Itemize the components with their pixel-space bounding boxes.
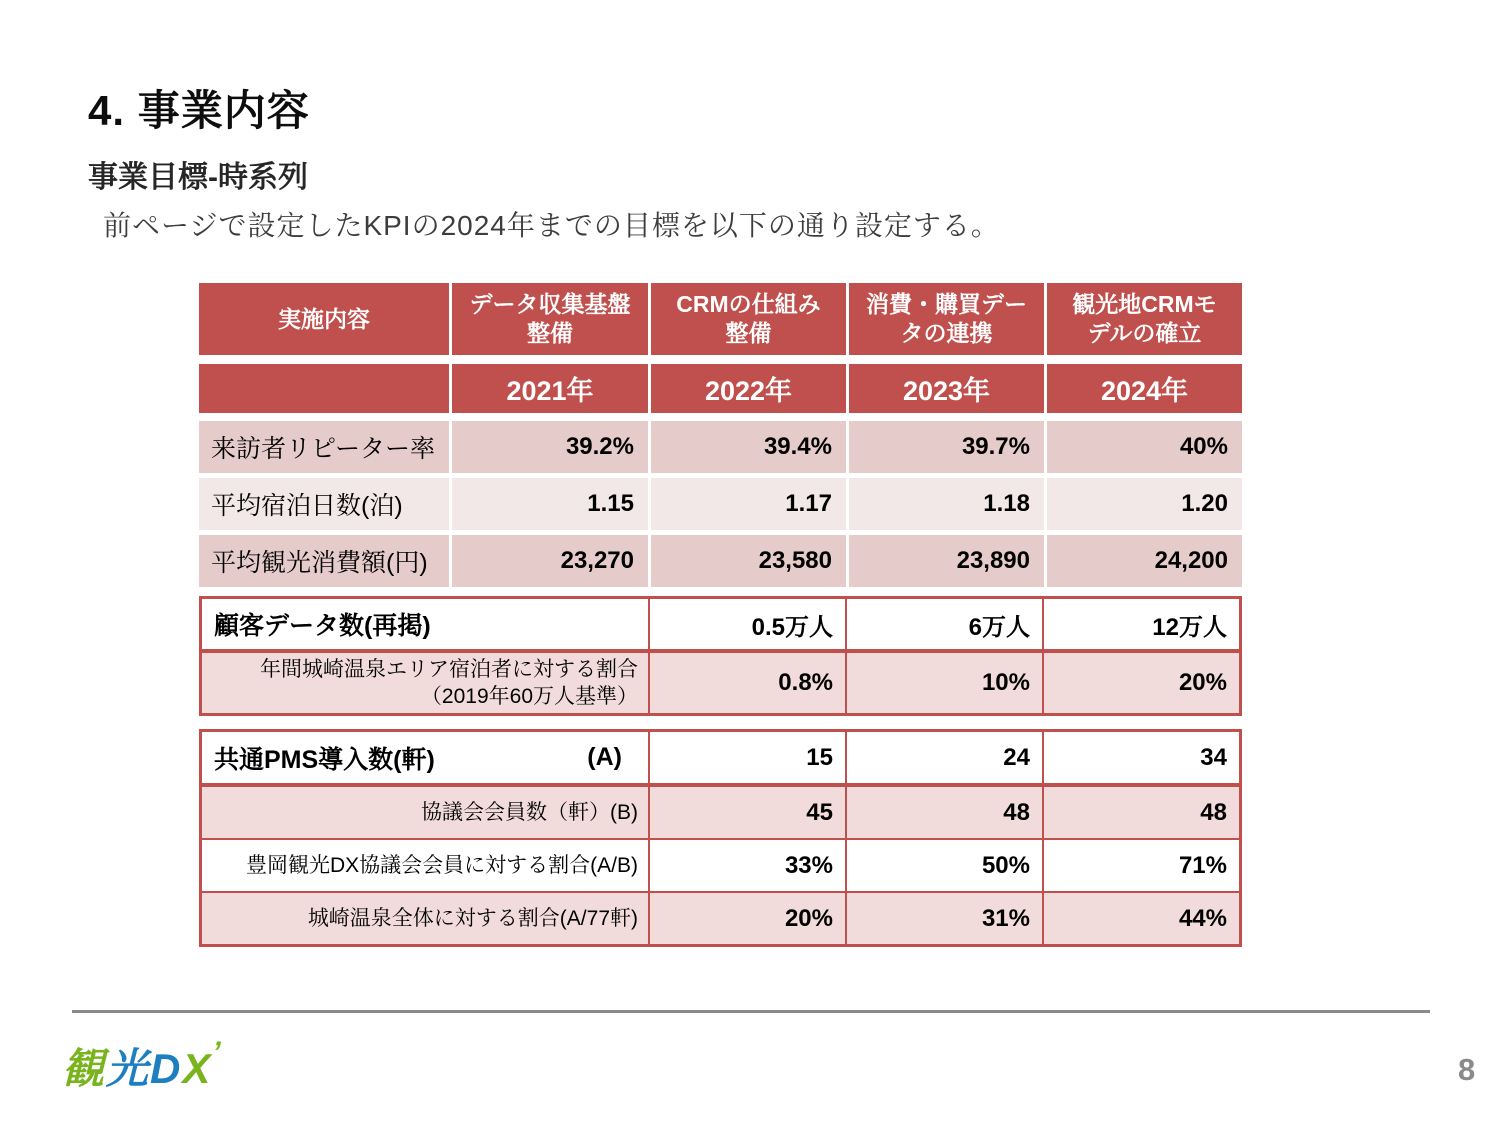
- footer-divider: [72, 1010, 1430, 1013]
- table-row: [202, 838, 1239, 891]
- kpi-row-label: 平均観光消費額(円): [199, 535, 449, 587]
- pms-value: 45: [648, 787, 845, 838]
- customer-data-table: [199, 596, 1242, 716]
- kinosaki-ratio-label: 城崎温泉全体に対する割合(A/77軒): [307, 906, 638, 930]
- pms-value: 33%: [648, 840, 845, 891]
- kpi-table-year-row: [199, 364, 1242, 413]
- table-row: [202, 649, 1239, 713]
- logo-char-d: D: [150, 1045, 183, 1092]
- kpi-value: 1.17: [651, 478, 846, 530]
- dx-council-ratio-label: 豊岡観光DX協議会会員に対する割合(A/B): [245, 853, 638, 877]
- customer-ratio-label: [202, 653, 648, 713]
- kpi-value: 24,200: [1047, 535, 1242, 587]
- kpi-row-label: 来訪者リピーター率: [199, 421, 449, 473]
- kpi-year-2022: 2022年: [651, 364, 846, 413]
- customer-ratio-value: 0.8%: [648, 653, 845, 713]
- kpi-year-2024: 2024年: [1047, 364, 1242, 413]
- kpi-value: 39.7%: [849, 421, 1044, 473]
- tables-area: [199, 283, 1242, 947]
- pms-value: 44%: [1042, 893, 1239, 944]
- kpi-header-line: データ収集基盤: [469, 291, 631, 318]
- kpi-year-2021: 2021年: [452, 364, 648, 413]
- kpi-header-line: 実施内容: [278, 305, 370, 332]
- pms-count-label: [202, 732, 648, 783]
- kpi-value: 1.20: [1047, 478, 1242, 530]
- table-row: [202, 891, 1239, 944]
- kpi-header-line: 観光地CRMモ: [1072, 291, 1217, 318]
- kpi-value: 23,580: [651, 535, 846, 587]
- pms-table: [199, 729, 1242, 947]
- kpi-header-2021-theme: [452, 283, 648, 355]
- page-subtitle: 事業目標-時系列: [88, 161, 308, 194]
- logo-char-ko: 光: [106, 1045, 151, 1092]
- kpi-header-2023-theme: [849, 283, 1044, 355]
- kpi-value: 39.4%: [651, 421, 846, 473]
- pms-count-label-suffix: (A): [587, 743, 622, 771]
- pms-value: 48: [1042, 787, 1239, 838]
- kpi-header-line: 整備: [725, 320, 772, 346]
- kpi-header-2022-theme: [651, 283, 846, 355]
- table-row: [202, 732, 1239, 783]
- pms-value: 31%: [845, 893, 1042, 944]
- kpi-header-line: タの連携: [900, 320, 993, 346]
- customer-data-value: 12万人: [1042, 599, 1239, 649]
- kpi-header-line: 整備: [527, 320, 573, 346]
- pms-value: 15: [648, 732, 845, 783]
- pms-value: 48: [845, 787, 1042, 838]
- logo-char-kan: 観: [62, 1045, 107, 1092]
- logo-char-x: X: [182, 1045, 213, 1092]
- customer-data-value: 0.5万人: [648, 599, 845, 649]
- kpi-value: 23,890: [849, 535, 1044, 587]
- kpi-header-line: 消費・購買デー: [866, 291, 1027, 318]
- kpi-value: 40%: [1047, 421, 1242, 473]
- pms-value: 50%: [845, 840, 1042, 891]
- logo-tick: ’: [212, 1036, 223, 1069]
- kpi-year-empty: [199, 364, 449, 413]
- kpi-value: 23,270: [452, 535, 648, 587]
- kpi-table-header-row: [199, 283, 1242, 355]
- kpi-header-2024-theme: [1047, 283, 1242, 355]
- intro-text: 前ページで設定したKPIの2024年までの目標を以下の通り設定する。: [103, 210, 1000, 241]
- customer-ratio-label-line2: （2019年60万人基準）: [420, 685, 638, 708]
- kpi-row-label: 平均宿泊日数(泊): [199, 478, 449, 530]
- page-title: 4. 事業内容: [88, 87, 310, 134]
- table-row: [199, 478, 1242, 530]
- kpi-year-2023: 2023年: [849, 364, 1044, 413]
- council-members-label: 協議会会員数（軒）(B): [421, 800, 638, 824]
- kpi-value: 39.2%: [452, 421, 648, 473]
- kanko-dx-logo: [62, 1036, 223, 1096]
- table-row: [199, 535, 1242, 587]
- customer-ratio-value: 20%: [1042, 653, 1239, 713]
- kpi-value: 1.15: [452, 478, 648, 530]
- kpi-header-line: CRMの仕組み: [676, 291, 821, 318]
- customer-data-value: 6万人: [845, 599, 1042, 649]
- kpi-value: 1.18: [849, 478, 1044, 530]
- pms-value: 20%: [648, 893, 845, 944]
- customer-data-label: 顧客データ数(再掲): [214, 612, 431, 640]
- table-row: [202, 599, 1239, 649]
- kpi-header-line: デルの確立: [1087, 320, 1202, 346]
- pms-count-label-text: 共通PMS導入数(軒): [214, 745, 435, 774]
- pms-value: 34: [1042, 732, 1239, 783]
- kpi-header-implementation: [199, 283, 449, 355]
- table-row: [202, 783, 1239, 838]
- customer-ratio-value: 10%: [845, 653, 1042, 713]
- pms-value: 24: [845, 732, 1042, 783]
- customer-ratio-label-line1: 年間城崎温泉エリア宿泊者に対する割合: [260, 657, 638, 681]
- pms-value: 71%: [1042, 840, 1239, 891]
- customer-ratio-label-lines: [260, 656, 638, 711]
- table-row: [199, 421, 1242, 473]
- page-number: 8: [1458, 1052, 1476, 1087]
